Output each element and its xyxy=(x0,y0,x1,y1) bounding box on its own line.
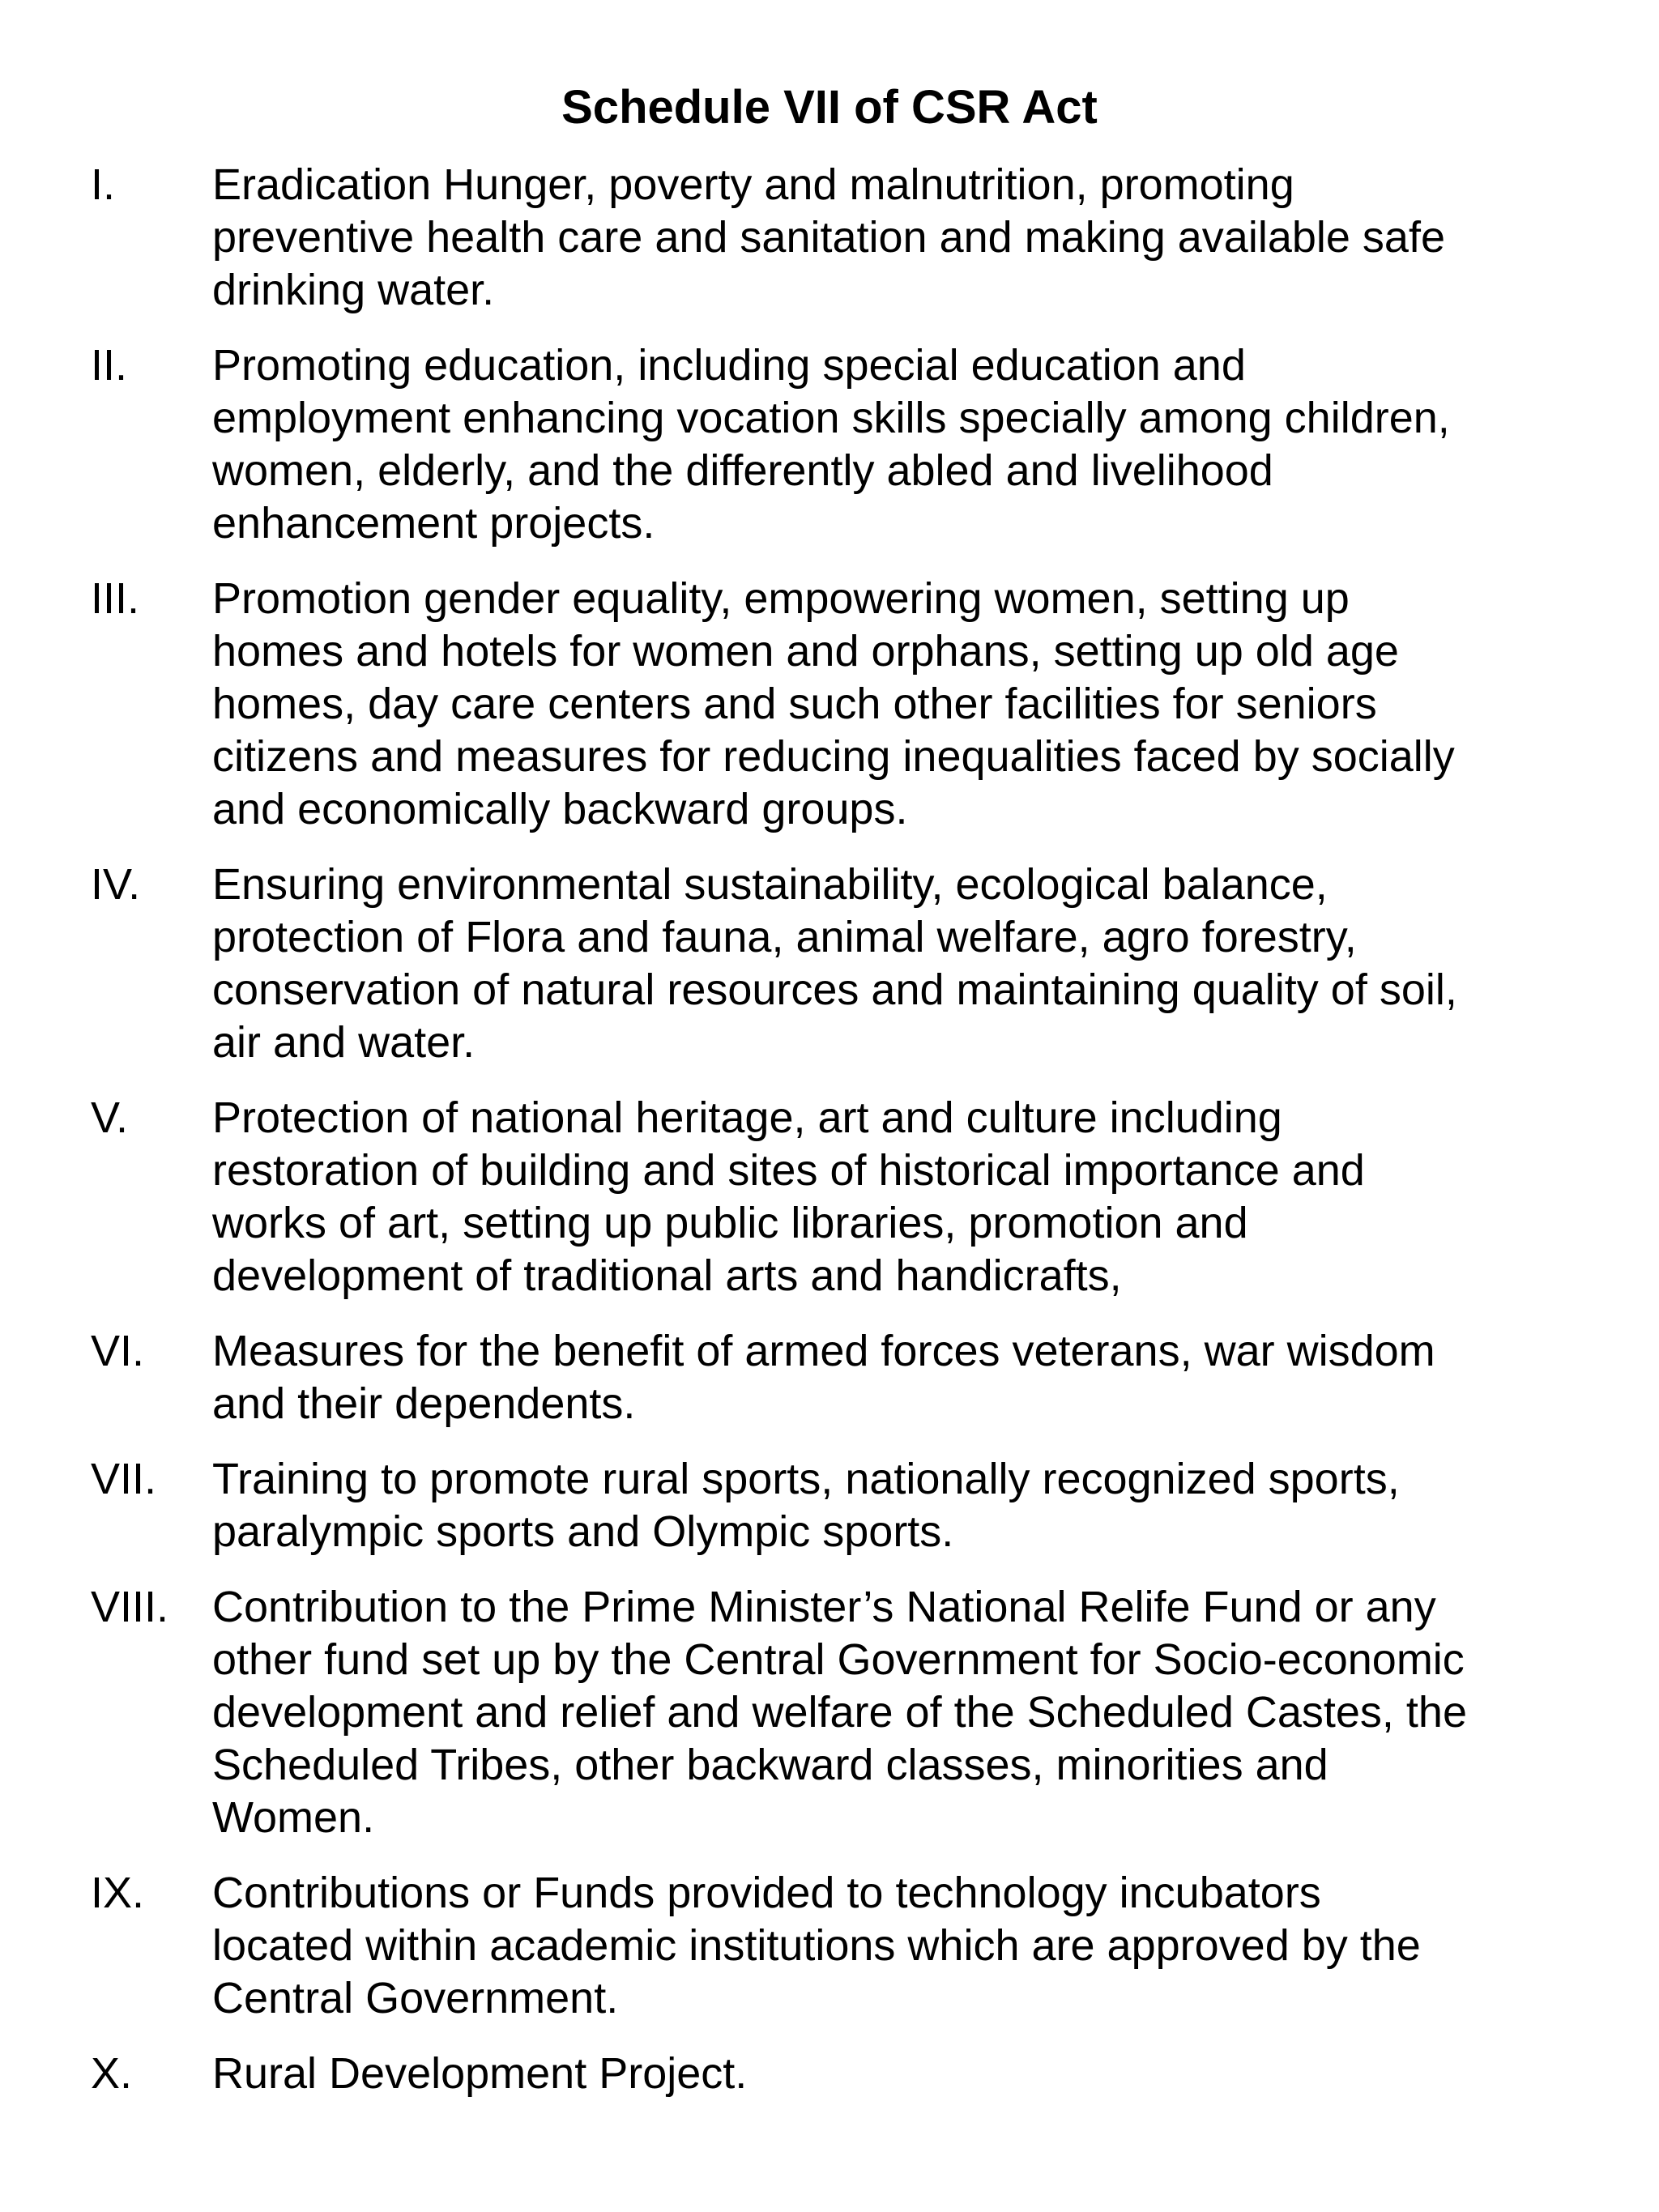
item-numeral: II. xyxy=(91,341,128,390)
list-item xyxy=(91,159,1581,317)
item-text xyxy=(212,1092,1581,1302)
list-item xyxy=(91,1867,1581,2025)
item-text-line: Ensuring environmental sustainability, ecological balance, xyxy=(212,860,1328,909)
page-title: Schedule VII of CSR Act xyxy=(561,81,1098,134)
item-text-line: protection of Flora and fauna, animal welfare, agro forestry, xyxy=(212,913,1357,961)
item-text xyxy=(212,2048,1581,2100)
item-text-line: conservation of natural resources and maintaining quality of soil, xyxy=(212,965,1457,1014)
list-item xyxy=(91,859,1581,1069)
item-text-line: air and water. xyxy=(212,1018,476,1067)
item-text-line: homes, day care centers and such other facilities for seniors xyxy=(212,680,1377,728)
item-text-line: citizens and measures for reducing inequalities faced by socially xyxy=(212,732,1455,781)
item-numeral: V. xyxy=(91,1093,129,1142)
list-item xyxy=(91,1325,1581,1430)
item-text-line: enhancement projects. xyxy=(212,499,655,548)
item-text-line: Measures for the benefit of armed forces veterans, war wisdom xyxy=(212,1327,1435,1375)
item-text-line: located within academic institutions which are approved by the xyxy=(212,1921,1421,1970)
item-text xyxy=(212,1581,1581,1844)
item-text-line: Promoting education, including special education and xyxy=(212,341,1246,390)
item-numeral: IV. xyxy=(91,860,141,909)
list-item xyxy=(91,573,1581,836)
item-text-line: restoration of building and sites of historical importance and xyxy=(212,1146,1365,1195)
item-text xyxy=(212,573,1581,836)
item-text xyxy=(212,159,1581,317)
item-text-line: Promotion gender equality, empowering women, setting up xyxy=(212,574,1350,623)
list-item xyxy=(91,339,1581,550)
item-text-line: Eradication Hunger, poverty and malnutrition, promoting xyxy=(212,160,1294,209)
item-text-line: Women. xyxy=(212,1793,375,1842)
item-text-line: women, elderly, and the differently abled and livelihood xyxy=(212,446,1273,495)
item-text-line: Training to promote rural sports, nationally recognized sports, xyxy=(212,1455,1400,1503)
item-text-line: employment enhancing vocation skills specially among children, xyxy=(212,394,1450,442)
item-numeral: I. xyxy=(91,160,116,209)
schedule-list xyxy=(91,159,1581,2123)
list-item xyxy=(91,1092,1581,1302)
item-text-line: development and relief and welfare of the Scheduled Castes, the xyxy=(212,1688,1467,1737)
item-text-line: homes and hotels for women and orphans, setting up old age xyxy=(212,627,1399,676)
item-text xyxy=(212,1453,1581,1558)
item-text-line: and economically backward groups. xyxy=(212,785,908,833)
item-numeral: IX. xyxy=(91,1869,145,1917)
item-text-line: Contribution to the Prime Minister’s National Relife Fund or any xyxy=(212,1583,1436,1631)
item-text-line: works of art, setting up public libraries, promotion and xyxy=(212,1199,1248,1247)
item-numeral: III. xyxy=(91,574,140,623)
item-text-line: other fund set up by the Central Government for Socio-economic xyxy=(212,1635,1465,1684)
list-item xyxy=(91,1581,1581,1844)
item-text-line: drinking water. xyxy=(212,266,495,314)
item-text-line: preventive health care and sanitation and making available safe xyxy=(212,213,1445,262)
item-text-line: Contributions or Funds provided to technology incubators xyxy=(212,1869,1321,1917)
item-text xyxy=(212,859,1581,1069)
item-text-line: Rural Development Project. xyxy=(212,2049,748,2098)
item-numeral: VI. xyxy=(91,1327,145,1375)
item-text-line: Protection of national heritage, art and culture including xyxy=(212,1093,1282,1142)
item-numeral: X. xyxy=(91,2049,133,2098)
item-text xyxy=(212,1325,1581,1430)
item-text-line: and their dependents. xyxy=(212,1379,636,1428)
item-numeral: VIII. xyxy=(91,1583,169,1631)
item-text xyxy=(212,1867,1581,2025)
item-text xyxy=(212,339,1581,550)
item-numeral: VII. xyxy=(91,1455,157,1503)
item-text-line: paralympic sports and Olympic sports. xyxy=(212,1507,954,1556)
item-text-line: development of traditional arts and handicrafts, xyxy=(212,1251,1122,1300)
item-text-line: Central Government. xyxy=(212,1974,619,2022)
list-item xyxy=(91,1453,1581,1558)
list-item xyxy=(91,2048,1581,2100)
item-text-line: Scheduled Tribes, other backward classes, minorities and xyxy=(212,1741,1328,1789)
